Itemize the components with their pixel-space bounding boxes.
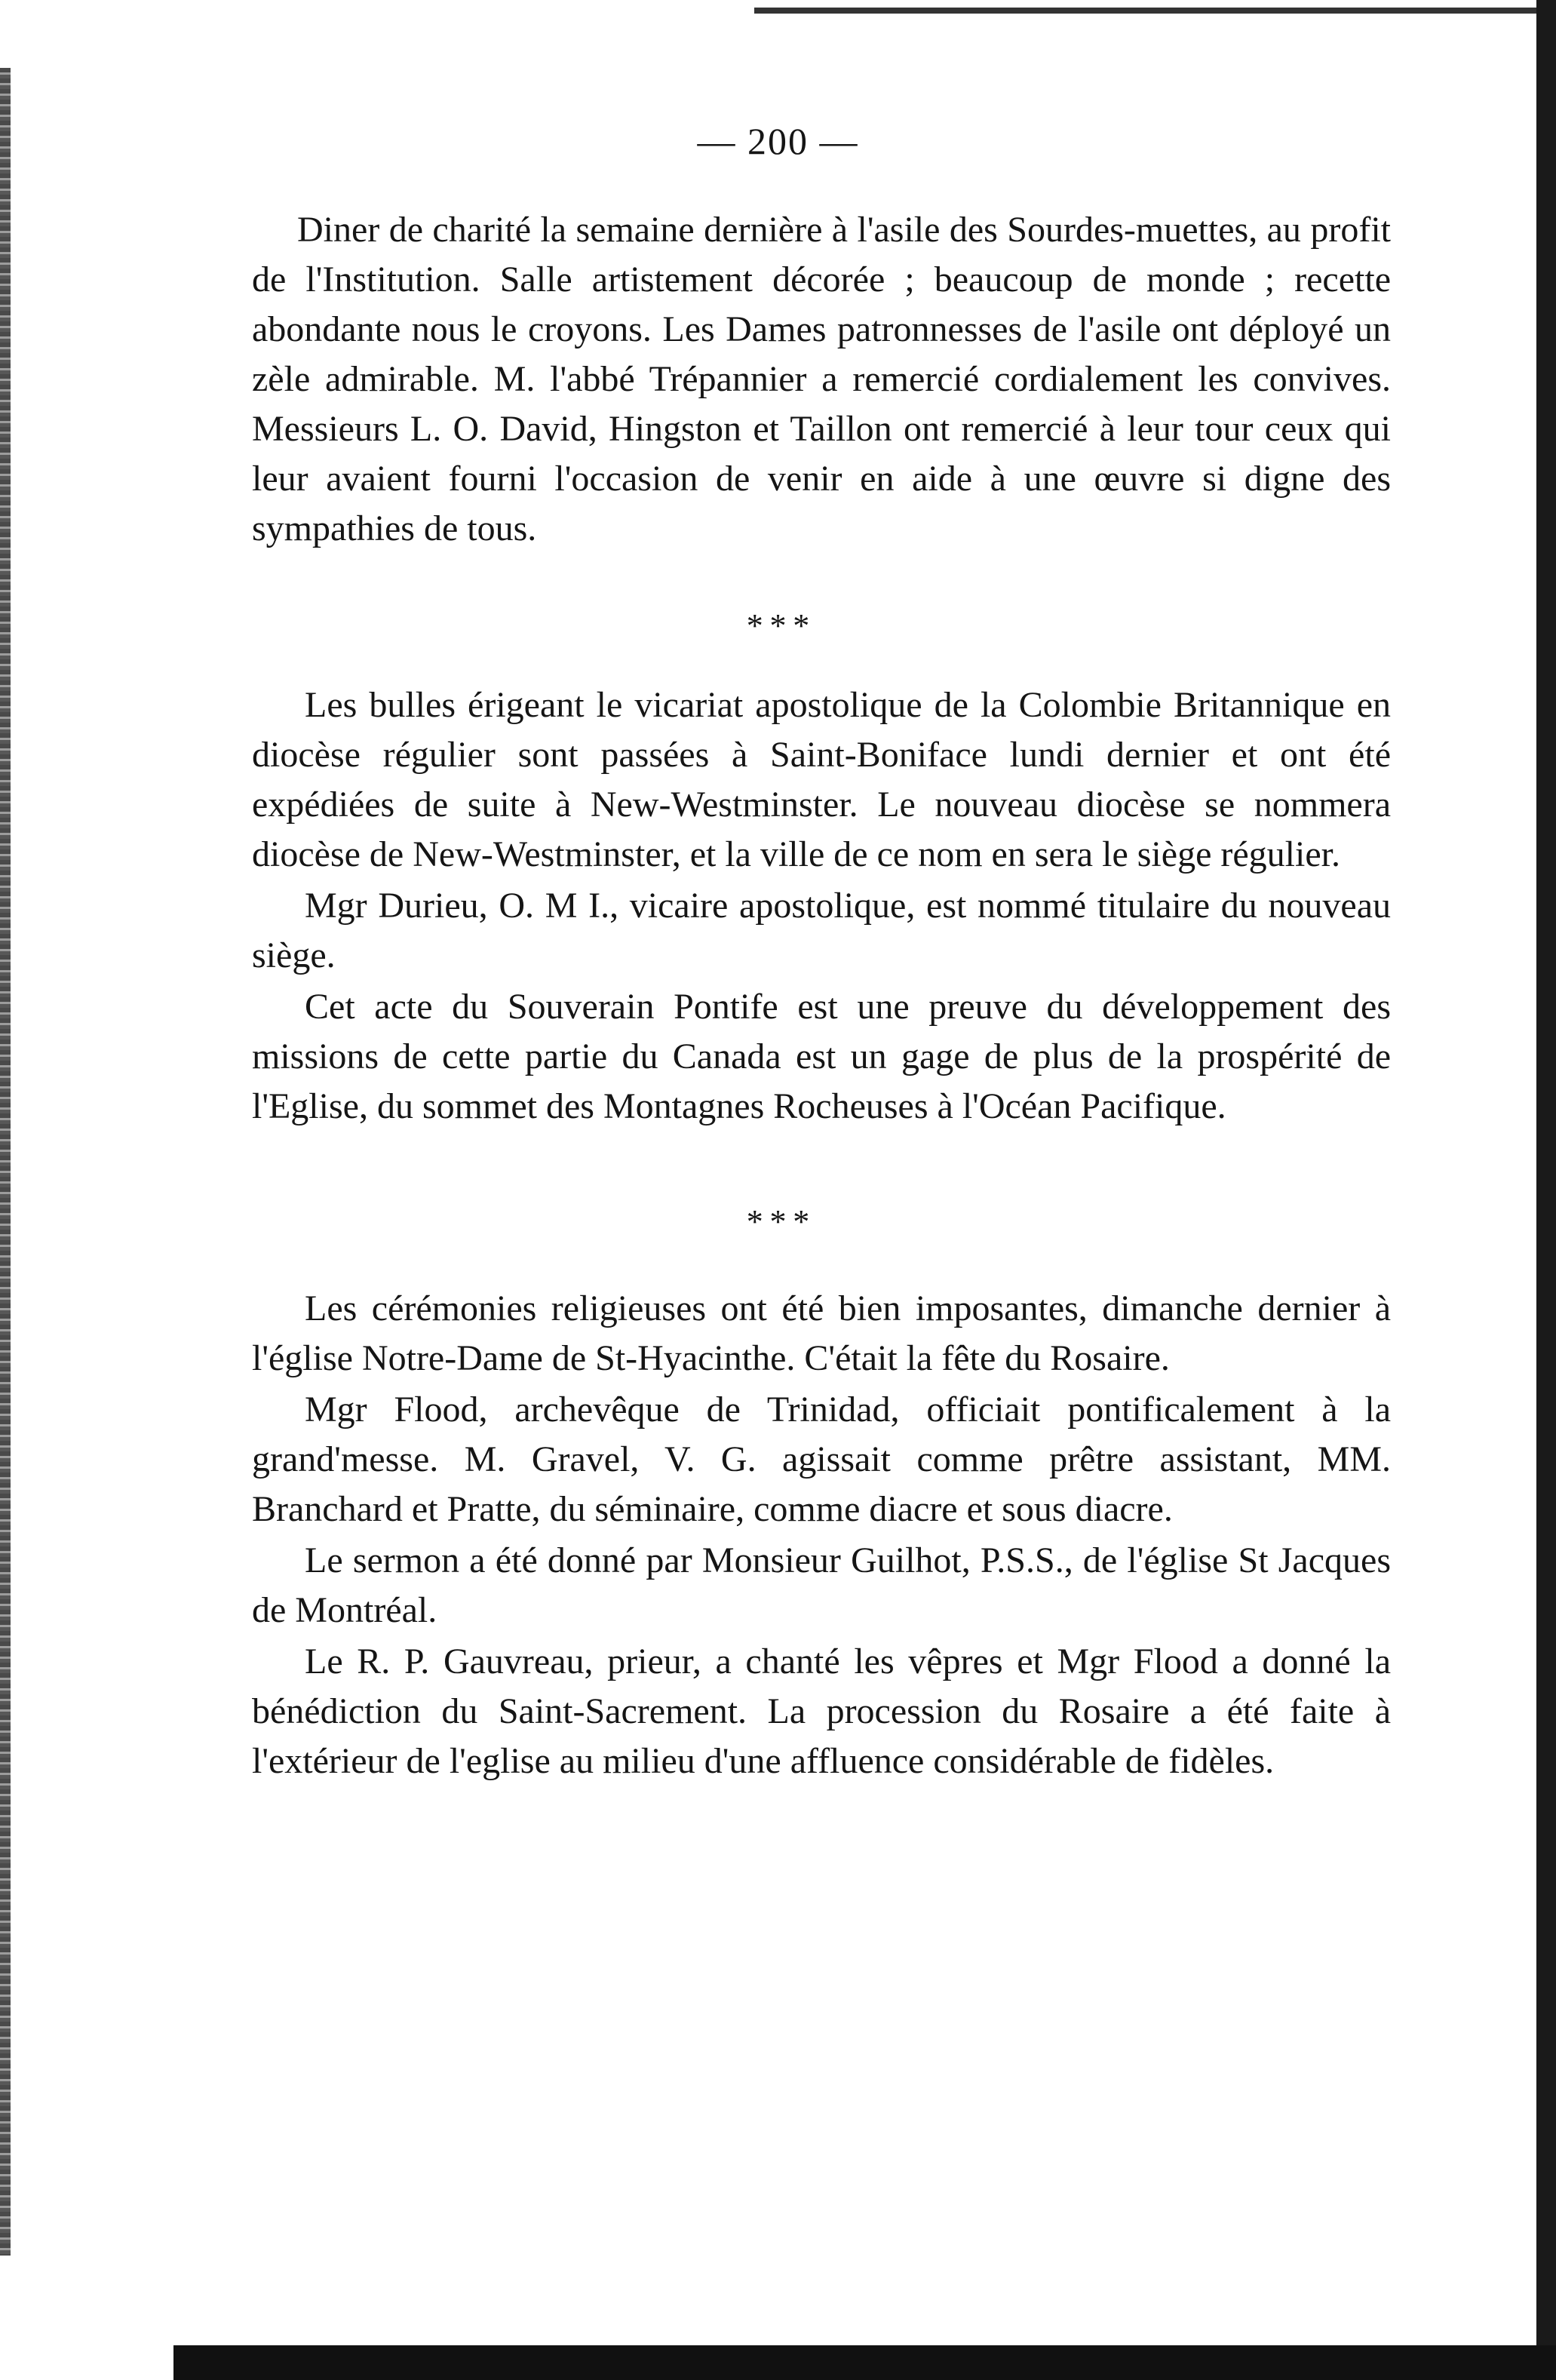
paragraph: Le sermon a été donné par Monsieur Guilhot, P.S.S., de l'église St Jacques de Montréal. <box>252 1540 1391 1630</box>
scan-top-edge <box>754 8 1536 14</box>
paragraph: Les bulles érigeant le vicariat apostolique de la Colombie Britannique en diocèse régulier sont passées à Saint-Boniface lundi dernier et ont été expédiées de suite à New-Westminster. Le nouveau diocèse se nommera diocèse de New-Westminster, et la ville de ce nom en sera le siège régulier. <box>252 685 1391 874</box>
article-rosary-feast <box>252 1284 1391 1786</box>
paragraph: Les cérémonies religieuses ont été bien imposantes, dimanche dernier à l'église Notre-Dame de St-Hyacinthe. C'était la fête du Rosaire. <box>252 1288 1391 1378</box>
section-separator: * * * <box>746 607 810 644</box>
paragraph: Diner de charité la semaine dernière à l'asile des Sourdes-muettes, au profit de l'Institution. Salle artistement décorée ; beaucoup de monde ; recette abondante nous le croyons. Les Dames patronnesses de l'asile ont déployé un zèle admirable. M. l'abbé Trépannier a remercié cordialement les convives. Messieurs L. O. David, Hingston et Taillon ont remercié à leur tour ceux qui leur avaient fourni l'occasion de venir en aide à une œuvre si digne des sympathies de tous. <box>252 210 1391 548</box>
paragraph: Mgr Durieu, O. M I., vicaire apostolique, est nommé titulaire du nouveau siège. <box>252 886 1391 975</box>
page-number: — 200 — <box>697 120 859 162</box>
paragraph: Cet acte du Souverain Pontife est une preuve du développement des missions de cette partie du Canada est un gage de plus de la prospérité de l'Eglise, du sommet des Montagnes Rocheuses à l'Océan Pacifique. <box>252 987 1391 1126</box>
paragraph: Le R. P. Gauvreau, prieur, a chanté les vêpres et Mgr Flood a donné la bénédiction du Saint-Sacrement. La procession du Rosaire a été faite à l'extérieur de l'eglise au milieu d'une affluence considérable de fidèles. <box>252 1641 1391 1781</box>
scan-right-edge <box>1536 0 1556 2380</box>
scan-bottom-edge <box>173 2345 1556 2380</box>
article-new-westminster-diocese <box>252 680 1391 1132</box>
section-separator: * * * <box>746 1203 810 1240</box>
scan-left-edge <box>0 68 11 2256</box>
paragraph: Mgr Flood, archevêque de Trinidad, officiait pontificalement à la grand'messe. M. Gravel, V. G. agissait comme prêtre assistant, MM. Branchard et Pratte, du séminaire, comme diacre et sous diacre. <box>252 1390 1391 1529</box>
article-charity-dinner <box>252 205 1391 554</box>
